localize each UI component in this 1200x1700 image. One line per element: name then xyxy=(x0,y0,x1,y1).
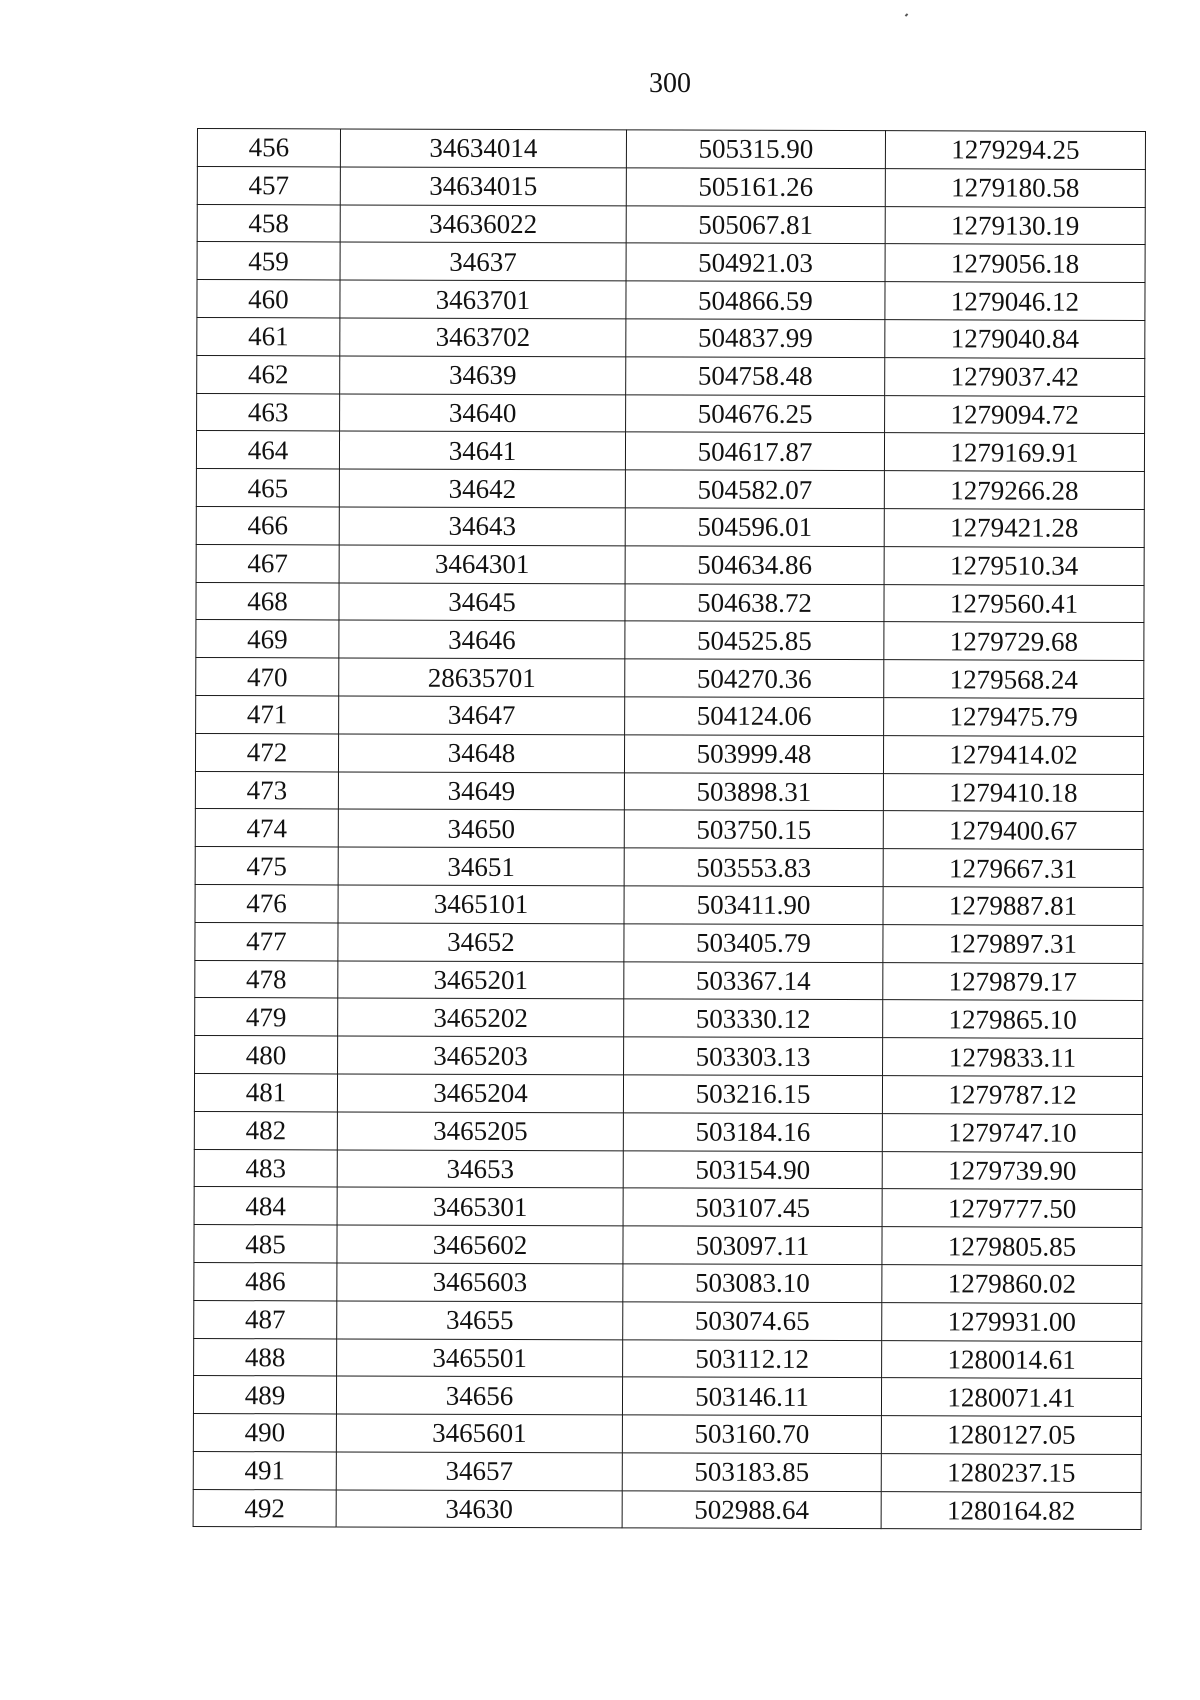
easting-cell: 503330.12 xyxy=(624,999,883,1038)
point-id-cell: 34647 xyxy=(339,696,625,735)
point-id-cell: 3465301 xyxy=(337,1187,623,1226)
northing-cell: 1279667.31 xyxy=(883,849,1143,888)
point-id-cell: 34642 xyxy=(339,469,625,508)
point-id-cell: 3465602 xyxy=(337,1225,623,1264)
easting-cell: 505067.81 xyxy=(626,205,885,244)
easting-cell: 504582.07 xyxy=(625,470,884,509)
northing-cell: 1280237.15 xyxy=(881,1454,1141,1493)
northing-cell: 1279410.18 xyxy=(883,773,1143,812)
table-row xyxy=(194,1187,1142,1228)
easting-cell: 504270.36 xyxy=(625,659,884,698)
easting-cell: 503097.11 xyxy=(623,1226,882,1265)
northing-cell: 1279040.84 xyxy=(885,320,1145,359)
northing-cell: 1279860.02 xyxy=(882,1265,1142,1304)
table-row xyxy=(197,129,1145,170)
point-id-cell: 3465101 xyxy=(338,885,624,924)
table-row xyxy=(195,733,1143,774)
table-row xyxy=(196,544,1144,585)
table-row xyxy=(193,1489,1141,1530)
northing-cell: 1279414.02 xyxy=(883,735,1143,774)
row-index-cell: 459 xyxy=(197,242,340,280)
row-index-cell: 467 xyxy=(196,544,339,582)
row-index-cell: 466 xyxy=(196,506,339,544)
point-id-cell: 34649 xyxy=(338,771,624,810)
easting-cell: 503160.70 xyxy=(622,1415,881,1454)
table-row xyxy=(196,582,1144,623)
easting-cell: 503303.13 xyxy=(624,1037,883,1076)
point-id-cell: 34656 xyxy=(336,1376,622,1415)
northing-cell: 1279787.12 xyxy=(882,1076,1142,1115)
northing-cell: 1279180.58 xyxy=(885,168,1145,207)
row-index-cell: 464 xyxy=(196,431,339,469)
row-index-cell: 486 xyxy=(194,1262,337,1300)
northing-cell: 1279169.91 xyxy=(884,433,1144,472)
point-id-cell: 34636022 xyxy=(340,205,626,244)
point-id-cell: 3465201 xyxy=(338,960,624,999)
northing-cell: 1279865.10 xyxy=(883,1000,1143,1039)
easting-cell: 503184.16 xyxy=(623,1113,882,1152)
table-row xyxy=(196,695,1144,736)
easting-cell: 503750.15 xyxy=(624,810,883,849)
row-index-cell: 491 xyxy=(193,1451,336,1489)
point-id-cell: 3465202 xyxy=(338,998,624,1037)
row-index-cell: 458 xyxy=(197,204,340,242)
northing-cell: 1279421.28 xyxy=(884,509,1144,548)
easting-cell: 504638.72 xyxy=(625,583,884,622)
easting-cell: 505315.90 xyxy=(626,130,885,169)
easting-cell: 503367.14 xyxy=(624,961,883,1000)
table-row xyxy=(195,960,1143,1001)
point-id-cell: 34645 xyxy=(339,583,625,622)
table-row xyxy=(193,1414,1141,1455)
row-index-cell: 489 xyxy=(193,1376,336,1414)
point-id-cell: 34657 xyxy=(336,1452,622,1491)
table-row xyxy=(194,1111,1142,1152)
point-id-cell: 34648 xyxy=(338,734,624,773)
table-row xyxy=(195,884,1143,925)
page-number: 300 xyxy=(649,68,691,99)
easting-cell: 504676.25 xyxy=(626,394,885,433)
point-id-cell: 34639 xyxy=(340,356,626,395)
row-index-cell: 484 xyxy=(194,1187,337,1225)
row-index-cell: 462 xyxy=(197,355,340,393)
row-index-cell: 485 xyxy=(194,1225,337,1263)
point-id-cell: 3465203 xyxy=(338,1036,624,1075)
table-row xyxy=(196,469,1144,510)
northing-cell: 1279294.25 xyxy=(885,131,1145,170)
row-index-cell: 465 xyxy=(196,469,339,507)
row-index-cell: 456 xyxy=(197,129,340,167)
easting-cell: 503216.15 xyxy=(623,1075,882,1114)
easting-cell: 503999.48 xyxy=(624,735,883,774)
point-id-cell: 3465603 xyxy=(337,1263,623,1302)
easting-cell: 503107.45 xyxy=(623,1188,882,1227)
easting-cell: 504866.59 xyxy=(626,281,885,320)
point-id-cell: 3463701 xyxy=(340,280,626,319)
table-row xyxy=(194,1073,1142,1114)
northing-cell: 1279568.24 xyxy=(884,660,1144,699)
northing-cell: 1279729.68 xyxy=(884,622,1144,661)
northing-cell: 1279887.81 xyxy=(883,887,1143,926)
easting-cell: 504617.87 xyxy=(625,432,884,471)
stray-mark xyxy=(905,13,909,17)
easting-cell: 503553.83 xyxy=(624,848,883,887)
table-row xyxy=(194,1149,1142,1190)
table-row xyxy=(194,1225,1142,1266)
easting-cell: 504758.48 xyxy=(626,357,885,396)
easting-cell: 502988.64 xyxy=(622,1491,881,1530)
easting-cell: 503112.12 xyxy=(623,1339,882,1378)
row-index-cell: 457 xyxy=(197,166,340,204)
easting-cell: 504596.01 xyxy=(625,508,884,547)
table-row xyxy=(194,1262,1142,1303)
table-row xyxy=(196,658,1144,699)
table-row xyxy=(197,166,1145,207)
point-id-cell: 34641 xyxy=(339,431,625,470)
point-id-cell: 34653 xyxy=(337,1149,623,1188)
row-index-cell: 483 xyxy=(194,1149,337,1187)
northing-cell: 1279560.41 xyxy=(884,584,1144,623)
northing-cell: 1279897.31 xyxy=(883,924,1143,963)
row-index-cell: 461 xyxy=(197,317,340,355)
table-row xyxy=(195,809,1143,850)
table-row xyxy=(195,998,1143,1039)
northing-cell: 1279400.67 xyxy=(883,811,1143,850)
table-row xyxy=(196,506,1144,547)
point-id-cell: 3465205 xyxy=(337,1112,623,1151)
point-id-cell: 28635701 xyxy=(339,658,625,697)
point-id-cell: 34634014 xyxy=(340,129,626,168)
easting-cell: 503074.65 xyxy=(623,1302,882,1341)
northing-cell: 1279037.42 xyxy=(885,357,1145,396)
northing-cell: 1279510.34 xyxy=(884,546,1144,585)
point-id-cell: 34643 xyxy=(339,507,625,546)
northing-cell: 1279879.17 xyxy=(883,962,1143,1001)
point-id-cell: 3465501 xyxy=(337,1338,623,1377)
table-row xyxy=(193,1376,1141,1417)
table-row xyxy=(197,280,1145,321)
point-id-cell: 34651 xyxy=(338,847,624,886)
coordinates-table xyxy=(193,128,1146,1530)
point-id-cell: 3463702 xyxy=(340,318,626,357)
row-index-cell: 476 xyxy=(195,884,338,922)
table-row xyxy=(195,847,1143,888)
table-row xyxy=(194,1338,1142,1379)
northing-cell: 1279747.10 xyxy=(882,1113,1142,1152)
northing-cell: 1279094.72 xyxy=(885,395,1145,434)
row-index-cell: 477 xyxy=(195,922,338,960)
point-id-cell: 34652 xyxy=(338,923,624,962)
row-index-cell: 474 xyxy=(195,809,338,847)
point-id-cell: 34630 xyxy=(336,1490,622,1529)
table-row xyxy=(196,431,1144,472)
row-index-cell: 473 xyxy=(195,771,338,809)
row-index-cell: 481 xyxy=(194,1073,337,1111)
point-id-cell: 3464301 xyxy=(339,545,625,584)
easting-cell: 503154.90 xyxy=(623,1150,882,1189)
easting-cell: 503405.79 xyxy=(624,924,883,963)
table-row xyxy=(197,242,1145,283)
northing-cell: 1279739.90 xyxy=(882,1151,1142,1190)
easting-cell: 503083.10 xyxy=(623,1264,882,1303)
row-index-cell: 468 xyxy=(196,582,339,620)
point-id-cell: 34634015 xyxy=(340,167,626,206)
easting-cell: 504921.03 xyxy=(626,243,885,282)
northing-cell: 1279130.19 xyxy=(885,206,1145,245)
row-index-cell: 487 xyxy=(194,1300,337,1338)
northing-cell: 1279056.18 xyxy=(885,244,1145,283)
easting-cell: 503146.11 xyxy=(622,1377,881,1416)
point-id-cell: 3465204 xyxy=(337,1074,623,1113)
table-row xyxy=(195,922,1143,963)
row-index-cell: 492 xyxy=(193,1489,336,1527)
point-id-cell: 34655 xyxy=(337,1301,623,1340)
row-index-cell: 475 xyxy=(195,847,338,885)
row-index-cell: 470 xyxy=(196,658,339,696)
table-row xyxy=(195,1036,1143,1077)
table-row xyxy=(194,1300,1142,1341)
row-index-cell: 469 xyxy=(196,620,339,658)
northing-cell: 1279805.85 xyxy=(882,1227,1142,1266)
northing-cell: 1279046.12 xyxy=(885,282,1145,321)
easting-cell: 503898.31 xyxy=(624,772,883,811)
row-index-cell: 478 xyxy=(195,960,338,998)
table-row xyxy=(193,1451,1141,1492)
row-index-cell: 463 xyxy=(197,393,340,431)
table-row xyxy=(196,620,1144,661)
northing-cell: 1279931.00 xyxy=(882,1302,1142,1341)
easting-cell: 505161.26 xyxy=(626,168,885,207)
point-id-cell: 34650 xyxy=(338,809,624,848)
row-index-cell: 488 xyxy=(194,1338,337,1376)
easting-cell: 503183.85 xyxy=(622,1453,881,1492)
point-id-cell: 34637 xyxy=(340,242,626,281)
table-row xyxy=(197,393,1145,434)
northing-cell: 1280127.05 xyxy=(881,1416,1141,1455)
easting-cell: 503411.90 xyxy=(624,886,883,925)
table-row xyxy=(197,317,1145,358)
row-index-cell: 490 xyxy=(193,1414,336,1452)
northing-cell: 1279266.28 xyxy=(884,471,1144,510)
easting-cell: 504525.85 xyxy=(625,621,884,660)
row-index-cell: 479 xyxy=(195,998,338,1036)
easting-cell: 504634.86 xyxy=(625,546,884,585)
row-index-cell: 472 xyxy=(195,733,338,771)
table-row xyxy=(195,771,1143,812)
point-id-cell: 3465601 xyxy=(336,1414,622,1453)
row-index-cell: 460 xyxy=(197,280,340,318)
row-index-cell: 480 xyxy=(195,1036,338,1074)
row-index-cell: 482 xyxy=(194,1111,337,1149)
table-row xyxy=(197,355,1145,396)
northing-cell: 1280071.41 xyxy=(881,1378,1141,1417)
easting-cell: 504837.99 xyxy=(626,319,885,358)
northing-cell: 1279833.11 xyxy=(883,1038,1143,1077)
northing-cell: 1280164.82 xyxy=(881,1491,1141,1530)
northing-cell: 1279475.79 xyxy=(884,698,1144,737)
table-row xyxy=(197,204,1145,245)
northing-cell: 1279777.50 xyxy=(882,1189,1142,1228)
northing-cell: 1280014.61 xyxy=(882,1340,1142,1379)
point-id-cell: 34640 xyxy=(340,394,626,433)
table-body xyxy=(193,129,1145,1530)
easting-cell: 504124.06 xyxy=(625,697,884,736)
row-index-cell: 471 xyxy=(196,695,339,733)
point-id-cell: 34646 xyxy=(339,620,625,659)
